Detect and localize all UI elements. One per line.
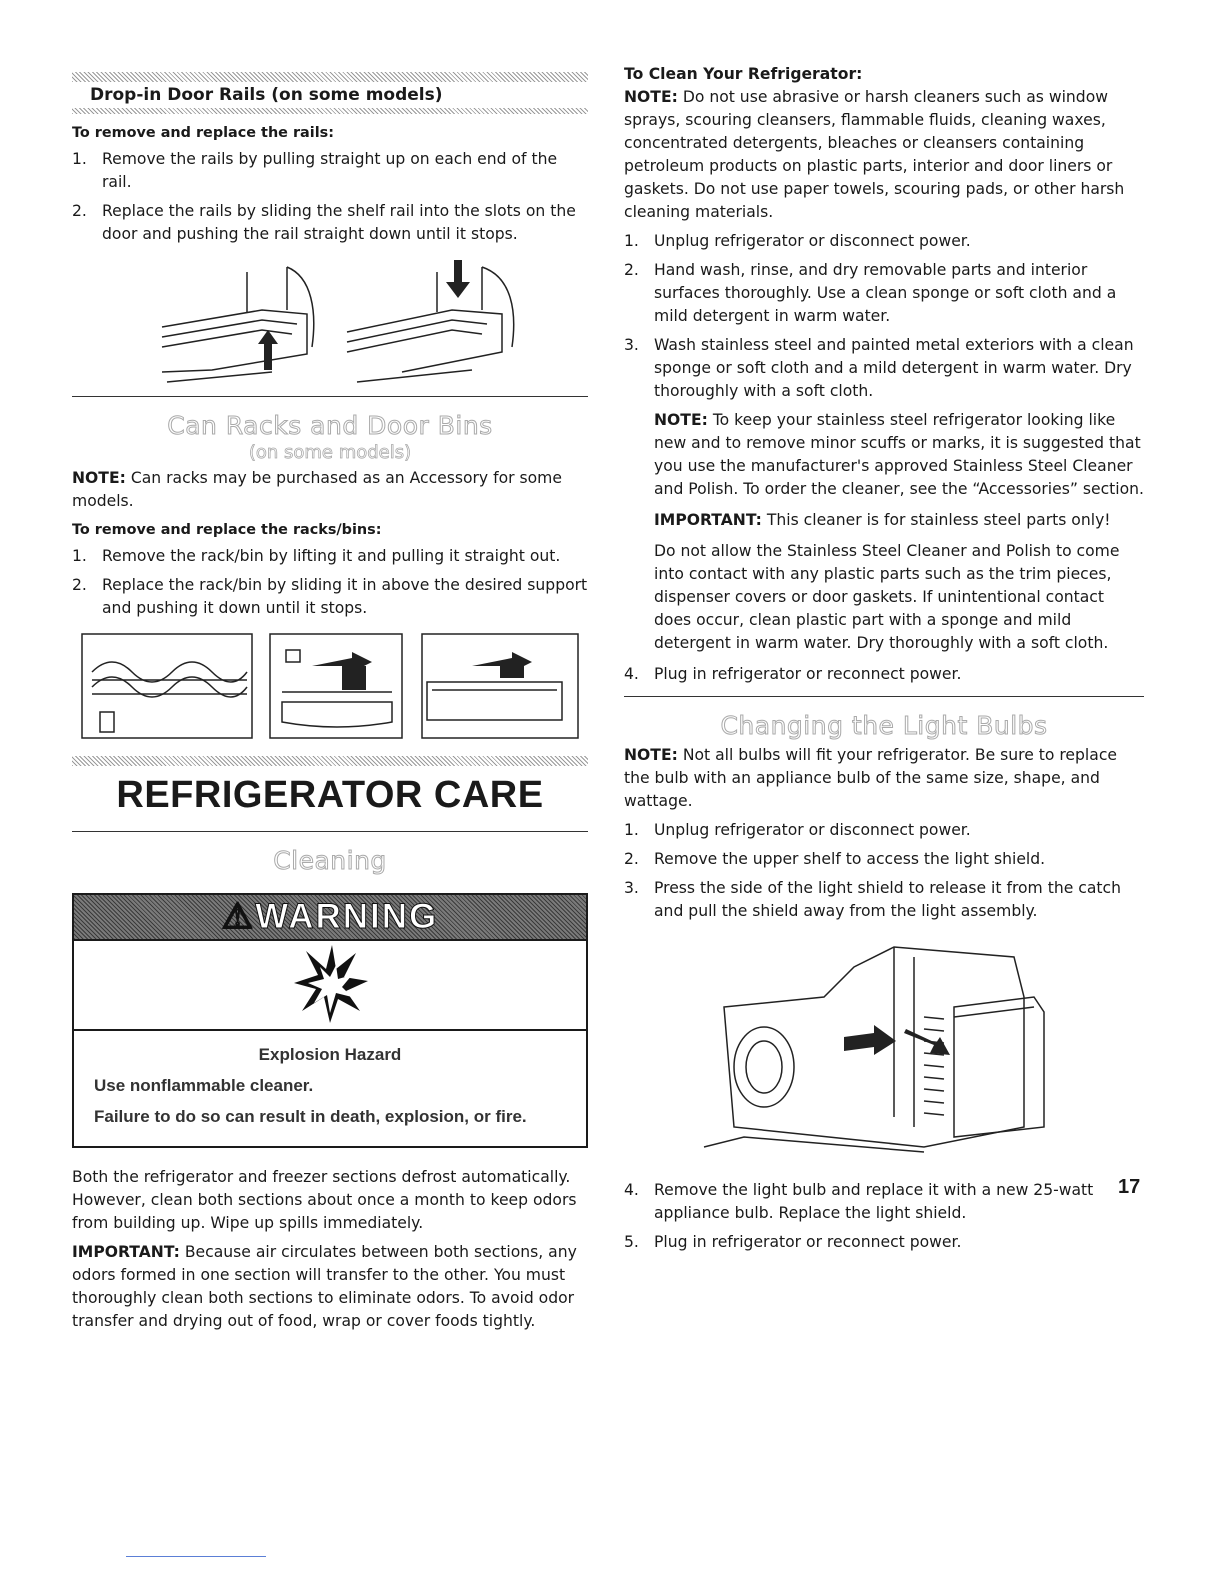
list-item: 5. Plug in refrigerator or reconnect power. [624, 1233, 962, 1251]
care-paragraph: Both the refrigerator and freezer sections defrost automatically. However, clean both sections about once a month to keep odors from building up. Wipe up spills immediately. [72, 1168, 577, 1232]
rails-subheading: To remove and replace the rails: [72, 125, 334, 141]
list-item: 2. Hand wash, rinse, and dry removable parts and interior surfaces thoroughly. Use a clean sponge or soft cloth and a mild detergent in warm water. [624, 261, 1117, 325]
warning-label: ⚠WARNING [221, 897, 439, 936]
can-racks-illustration [72, 632, 588, 744]
list-item: 2. Remove the upper shelf to access the light shield. [624, 850, 1046, 868]
list-item: 1. Remove the rack/bin by lifting it and pulling it straight out. [72, 547, 561, 565]
list-item: 4. Plug in refrigerator or reconnect power. [624, 665, 962, 683]
hatch-divider [72, 108, 588, 114]
footer-line [126, 1556, 266, 1557]
warning-line: Failure to do so can result in death, explosion, or fire. [94, 1107, 527, 1126]
can-racks-subtitle: (on some models) [248, 442, 412, 463]
list-item: 2. Replace the rails by sliding the shelf rail into the slots on the door and pushing the rail straight down until it stops. [72, 202, 576, 243]
list-item: 1. Remove the rails by pulling straight up on each end of the rail. [72, 150, 558, 191]
section-divider [72, 396, 588, 397]
care-important: IMPORTANT: Because air circulates between both sections, any odors formed in one section will transfer to the other. You must thoroughly clean both sections to eliminate odors. To avoid odor transfer and drying out of food, wrap or cover foods tightly. [72, 1243, 577, 1330]
stainless-important: IMPORTANT: This cleaner is for stainless steel parts only! [654, 511, 1111, 529]
hatch-divider [72, 756, 588, 766]
left-column [72, 62, 588, 1333]
door-rails-heading: Drop-in Door Rails (on some models) [90, 85, 443, 105]
rails-steps [72, 148, 588, 246]
warning-text [74, 1031, 586, 1146]
explosion-icon-row [74, 941, 586, 1031]
clean-note: NOTE: Do not use abrasive or harsh cleaners such as window sprays, scouring cleansers, flammable fluids, cleaning waxes, concentrated detergents, bleaches or cleansers containing petroleum products on plastic parts, interior and door liners or gaskets. Do not use paper towels, scouring pads, or other harsh cleaning materials. [624, 88, 1125, 221]
list-item: 1. Unplug refrigerator or disconnect power. [624, 821, 971, 839]
bulbs-steps-a [624, 819, 1144, 923]
section-divider [624, 696, 1144, 697]
warning-box [72, 893, 588, 1148]
explosion-icon [290, 945, 370, 1025]
clean-steps [624, 230, 1144, 686]
warning-line: Use nonflammable cleaner. [94, 1076, 314, 1095]
list-item: 1. Unplug refrigerator or disconnect power. [624, 232, 971, 250]
can-racks-title: Can Racks and Door Bins [167, 411, 493, 440]
cleaning-title: Cleaning [273, 846, 387, 875]
stainless-paragraph: Do not allow the Stainless Steel Cleaner and Polish to come into contact with any plastic parts such as the trim pieces, dispenser covers or door gaskets. If unintentional contact does occur, clean plastic part with a sponge and mild detergent in warm water. Dry thoroughly with a soft cloth. [654, 542, 1120, 652]
right-column [624, 62, 1144, 1254]
list-item: 2. Replace the rack/bin by sliding it in above the desired support and pushing it down until it stops. [72, 576, 588, 617]
warning-banner [74, 895, 586, 941]
door-rails-illustration [72, 252, 588, 392]
bulbs-steps-b [624, 1179, 1144, 1254]
list-item: 3. Wash stainless steel and painted metal exteriors with a clean sponge or soft cloth and a mild detergent in warm water. Dry thoroughly with a soft cloth. NOTE: To keep your stainless steel refrigerator looking like new and to remove minor scuffs or marks, it is suggested that you use the manufacturer's approved Stainless Steel Cleaner and Polish. To order the cleaner, see the “Accessories” section. IMPORTANT: This cleaner is for stainless steel parts only! Do not allow the Stainless Steel Cleaner and Polish to come into contact with any plastic parts such as the trim pieces, dispenser covers or door gaskets. If unintentional contact does occur, clean plastic part with a sponge and mild detergent in warm water. Dry thoroughly with a soft cloth. [624, 334, 1144, 655]
can-racks-note: NOTE: Can racks may be purchased as an Accessory for some models. [72, 469, 562, 510]
light-assembly-illustration [624, 937, 1144, 1167]
section-divider [72, 831, 588, 832]
hazard-title: Explosion Hazard [258, 1045, 402, 1064]
clean-heading: To Clean Your Refrigerator: [624, 65, 863, 83]
light-bulbs-title: Changing the Light Bulbs [720, 711, 1048, 740]
bulbs-note: NOTE: Not all bulbs will fit your refrigerator. Be sure to replace the bulb with an appliance bulb of the same size, shape, and wattage. [624, 746, 1117, 810]
racks-subheading: To remove and replace the racks/bins: [72, 522, 382, 538]
refrigerator-care-title: REFRIGERATOR CARE [116, 774, 544, 816]
racks-steps [72, 545, 588, 620]
page-number: 17 [1118, 1176, 1141, 1198]
list-item: 3. Press the side of the light shield to release it from the catch and pull the shield away from the light assembly. [624, 879, 1121, 920]
list-item: 4. Remove the light bulb and replace it with a new 25-watt appliance bulb. Replace the light shield. [624, 1181, 1094, 1222]
hatch-divider [72, 72, 588, 82]
stainless-note: NOTE: To keep your stainless steel refrigerator looking like new and to remove minor scuffs or marks, it is suggested that you use the manufacturer's approved Stainless Steel Cleaner and Polish. To order the cleaner, see the “Accessories” section. [654, 411, 1145, 498]
